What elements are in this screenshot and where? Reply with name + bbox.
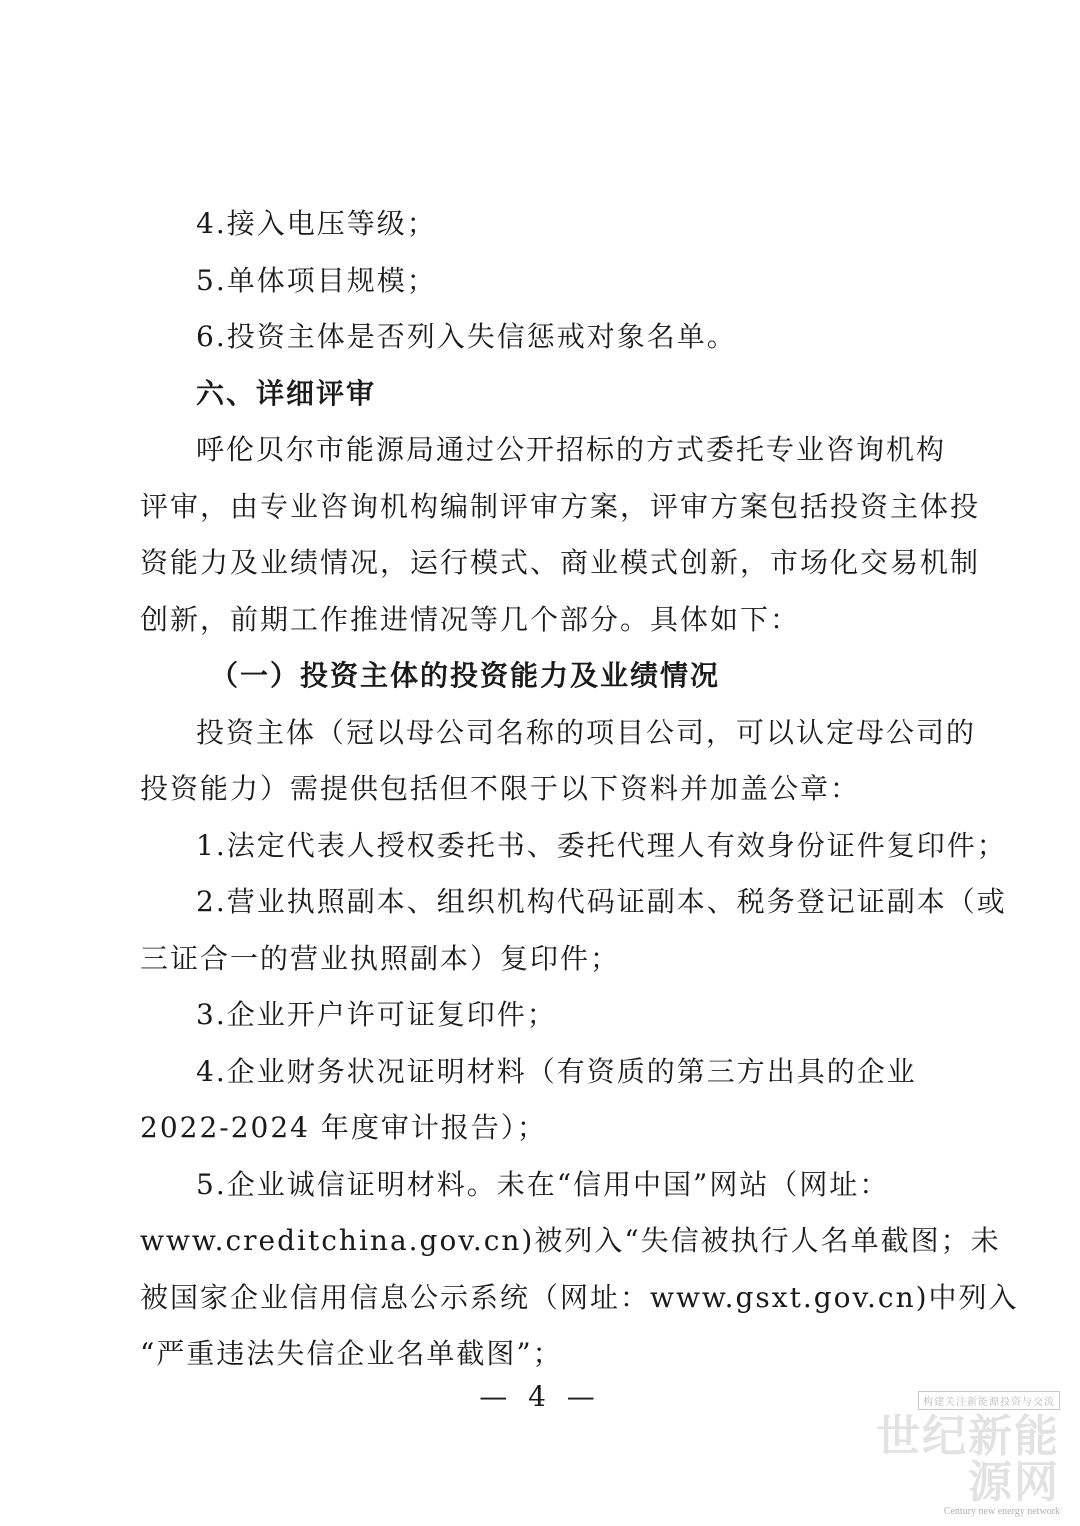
list-item: 3.企业开户许可证复印件； [196,998,557,1031]
paragraph-line: 呼伦贝尔市能源局通过公开招标的方式委托专业咨询机构 [196,433,947,466]
list-item-continuation: www.creditchina.gov.cn)被列入“失信被执行人名单截图；未 [140,1224,1001,1257]
paragraph-line: 投资能力）需提供包括但不限于以下资料并加盖公章： [140,772,861,805]
subsection-heading: （一）投资主体的投资能力及业绩情况 [210,659,721,692]
list-item: 4.接入电压等级； [196,207,437,240]
list-item-continuation: 2022-2024 年度审计报告）； [140,1111,547,1144]
list-item: 1.法定代表人授权委托书、委托代理人有效身份证件复印件； [196,828,1007,862]
page-number: — 4 — [479,1380,601,1413]
list-item-continuation: 三证合一的营业执照副本）复印件； [140,941,621,975]
list-item: 5.企业诚信证明材料。未在“信用中国”网站（网址： [196,1167,890,1201]
list-item: 2.营业执照副本、组织机构代码证副本、税务登记证副本（或 [196,885,1007,918]
document-body [140,196,1019,1383]
list-item-continuation: 被国家企业信用信息公示系统（网址：www.gsxt.gov.cn)中列入 [140,1280,1019,1314]
paragraph-line: 投资主体（冠以母公司名称的项目公司，可以认定母公司的 [196,715,977,749]
watermark-logo [840,1390,1060,1518]
list-item: 5.单体项目规模； [196,263,437,297]
list-item: 4.企业财务状况证明材料（有资质的第三方出具的企业 [196,1054,917,1088]
watermark-tag: 构建关注新能源投资与交流 [918,1391,1060,1410]
list-item-continuation: “严重违法失信企业名单截图”； [140,1337,563,1370]
section-heading: 六、详细评审 [196,376,377,410]
paragraph-line: 评审，由专业咨询机构编制评审方案，评审方案包括投资主体投 [140,489,981,523]
list-item: 6.投资主体是否列入失信惩戒对象名单。 [196,320,737,353]
paragraph-line: 创新，前期工作推进情况等几个部分。具体如下： [140,602,801,636]
watermark-subtitle: Century new energy network [943,1506,1060,1517]
paragraph-line: 资能力及业绩情况，运行模式、商业模式创新，市场化交易机制 [140,546,981,579]
watermark-title: 世纪新能源网 [876,1411,1060,1508]
